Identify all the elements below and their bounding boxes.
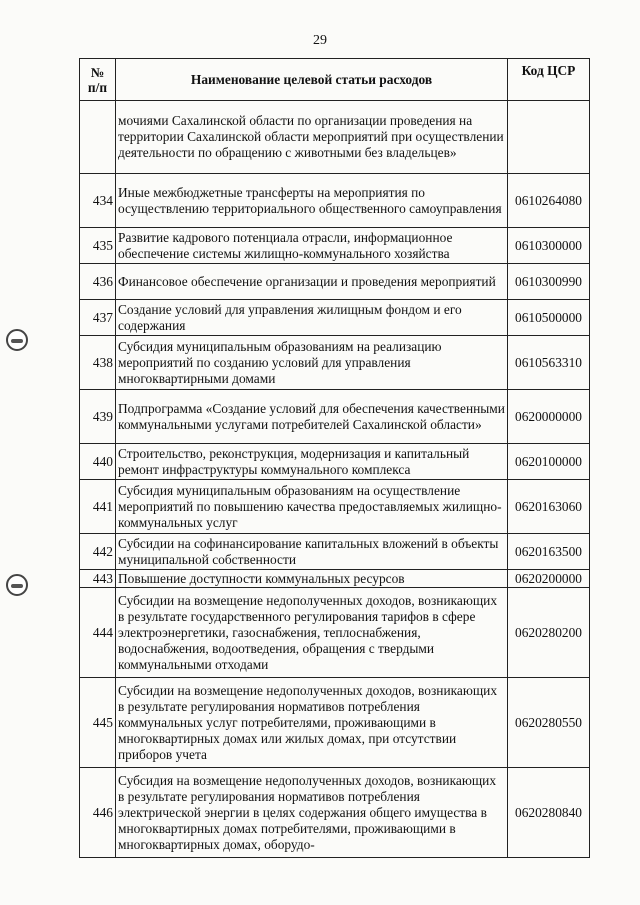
row-name: Развитие кадрового потенциала отрасли, информационное обеспечение системы жилищно-коммунального хозяйства [116, 228, 508, 264]
row-number [80, 101, 116, 174]
row-name: Субсидии на возмещение недополученных доходов, возникающих в результате государственного регулирования тарифов в сфере электроэнергетики, газоснабжения, теплоснабжения, водоснабжения, водоотведения, обращения с твердыми коммунальными отходами [116, 588, 508, 678]
row-name: мочиями Сахалинской области по организации проведения на территории Сахалинской области мероприятий при осуществлении деятельности по обращению с животными без владельцев» [116, 101, 508, 174]
row-name: Финансовое обеспечение организации и проведения мероприятий [116, 264, 508, 300]
header-code: Код ЦСР [508, 59, 590, 101]
table-row [80, 228, 590, 264]
row-name: Субсидии на возмещение недополученных доходов, возникающих в результате регулирования нормативов потребления коммунальных услуг потребителями, проживающими в многоквартирных домах или жилых домах, при отсутствии приборов учета [116, 678, 508, 768]
row-name: Повышение доступности коммунальных ресурсов [116, 570, 508, 588]
row-code: 0620280200 [508, 588, 590, 678]
row-number: 438 [80, 336, 116, 390]
row-code: 0620000000 [508, 390, 590, 444]
page-number: 29 [313, 33, 327, 48]
row-name: Субсидии на софинансирование капитальных вложений в объекты муниципальной собственности [116, 534, 508, 570]
table-row [80, 534, 590, 570]
table-row [80, 390, 590, 444]
expense-table [79, 58, 590, 858]
row-name: Субсидия муниципальным образованиям на осуществление мероприятий по повышению качества предоставляемых жилищно-коммунальных услуг [116, 480, 508, 534]
table-row [80, 174, 590, 228]
row-number: 445 [80, 678, 116, 768]
row-number: 443 [80, 570, 116, 588]
table-row [80, 588, 590, 678]
row-code: 0610300990 [508, 264, 590, 300]
row-number: 444 [80, 588, 116, 678]
header-name: Наименование целевой статьи расходов [116, 59, 508, 101]
row-code [508, 101, 590, 174]
row-number: 446 [80, 768, 116, 858]
row-code: 0610300000 [508, 228, 590, 264]
table-row [80, 570, 590, 588]
row-code: 0610264080 [508, 174, 590, 228]
row-name: Субсидия на возмещение недополученных доходов, возникающих в результате регулирования нормативов потребления электрической энергии в целях содержания общего имущества в многоквартирных домах потребителями, проживающими в многоквартирных домах, оборудо- [116, 768, 508, 858]
row-code: 0620100000 [508, 444, 590, 480]
row-number: 439 [80, 390, 116, 444]
row-number: 436 [80, 264, 116, 300]
table-row [80, 480, 590, 534]
row-number: 435 [80, 228, 116, 264]
row-code: 0610500000 [508, 300, 590, 336]
table-row [80, 300, 590, 336]
row-code: 0620163060 [508, 480, 590, 534]
row-name: Субсидия муниципальным образованиям на реализацию мероприятий по созданию условий для управления многоквартирными домами [116, 336, 508, 390]
row-name: Иные межбюджетные трансферты на мероприятия по осуществлению территориального общественного самоуправления [116, 174, 508, 228]
table-row [80, 101, 590, 174]
table-row [80, 678, 590, 768]
header-number [80, 59, 116, 101]
punch-hole-icon [6, 574, 28, 596]
row-number: 442 [80, 534, 116, 570]
row-number: 441 [80, 480, 116, 534]
row-code: 0610563310 [508, 336, 590, 390]
row-number: 440 [80, 444, 116, 480]
table-row [80, 336, 590, 390]
row-number: 437 [80, 300, 116, 336]
row-code: 0620280550 [508, 678, 590, 768]
row-name: Подпрограмма «Создание условий для обеспечения качественными коммунальными услугами потребителей Сахалинской области» [116, 390, 508, 444]
row-number: 434 [80, 174, 116, 228]
row-code: 0620280840 [508, 768, 590, 858]
table-row [80, 264, 590, 300]
table-header-row [80, 59, 590, 101]
header-number-sign: № [90, 64, 105, 80]
table-row [80, 444, 590, 480]
row-code: 0620163500 [508, 534, 590, 570]
row-name: Создание условий для управления жилищным фондом и его содержания [116, 300, 508, 336]
row-code: 0620200000 [508, 570, 590, 588]
table-row [80, 768, 590, 858]
header-number-abbr: п/п [87, 79, 108, 95]
punch-hole-icon [6, 329, 28, 351]
row-name: Строительство, реконструкция, модернизация и капитальный ремонт инфраструктуры коммунального комплекса [116, 444, 508, 480]
